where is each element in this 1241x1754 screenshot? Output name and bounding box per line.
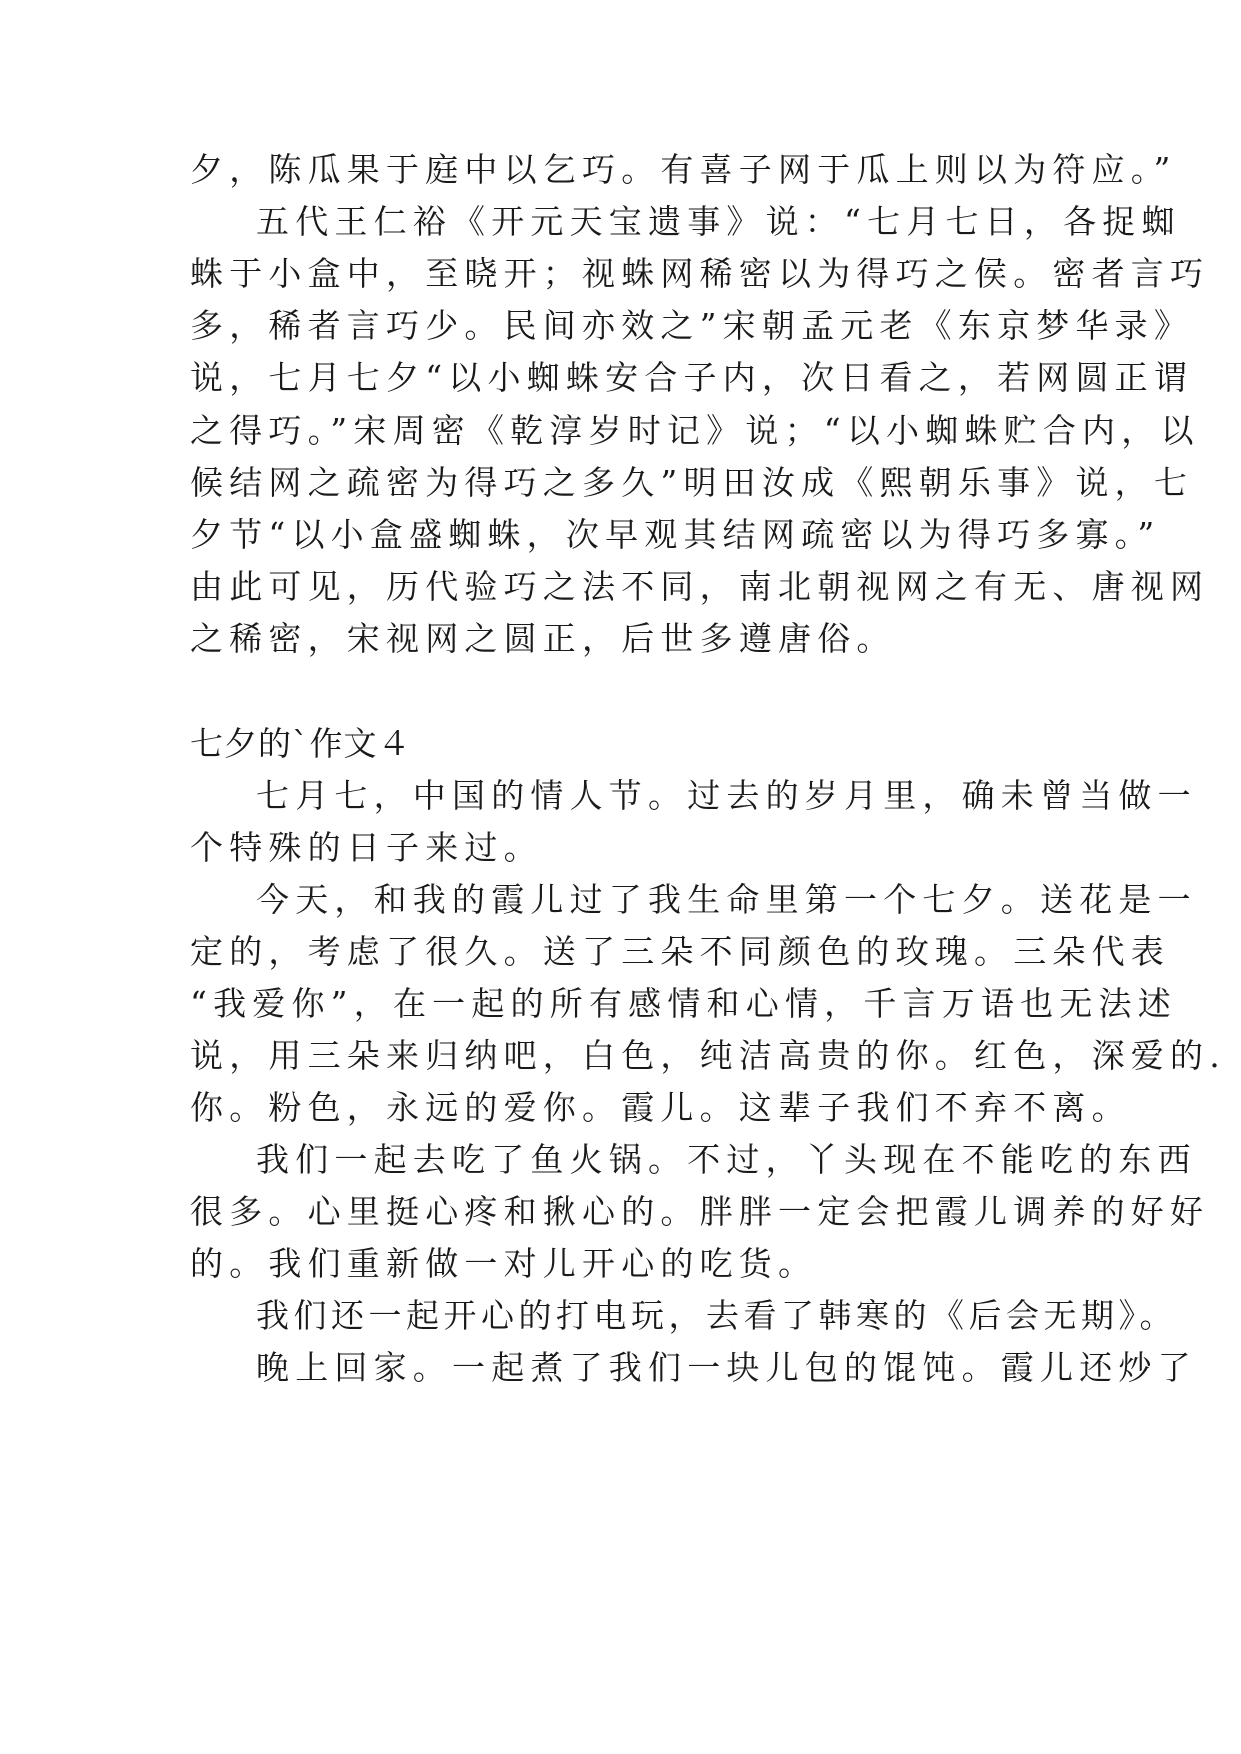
paragraph-line: 夕节“以小盒盛蜘蛛，次早观其结网疏密以为得巧多寡。” bbox=[190, 515, 1161, 554]
paragraph-line: “我爱你”，在一起的所有感情和心情，千言万语也无法述 bbox=[190, 984, 1177, 1023]
paragraph-line: 之得巧。”宋周密《乾淳岁时记》说；“以小蜘蛛贮合内，以 bbox=[190, 411, 1200, 450]
paragraph-line: 今天，和我的霞儿过了我生命里第一个七夕。送花是一 bbox=[256, 880, 1197, 919]
paragraph-line: 的。我们重新做一对儿开心的吃货。 bbox=[190, 1244, 818, 1283]
paragraph-line: 我们一起去吃了鱼火锅。不过，丫头现在不能吃的东西 bbox=[256, 1140, 1197, 1179]
paragraph-line: 个特殊的日子来过。 bbox=[190, 828, 543, 867]
paragraph-line: 之稀密，宋视网之圆正，后世多遵唐俗。 bbox=[190, 619, 896, 658]
paragraph-line: 我们还一起开心的打电玩，去看了韩寒的《后会无期》。 bbox=[256, 1296, 1177, 1335]
paragraph-line: 说，七月七夕“以小蜘蛛安合子内，次日看之，若网圆正谓 bbox=[190, 358, 1194, 397]
paragraph-line: 很多。心里挺心疼和揪心的。胖胖一定会把霞儿调养的好好 bbox=[190, 1192, 1210, 1231]
paragraph-line: 候结网之疏密为得巧之多久”明田汝成《熙朝乐事》说，七 bbox=[190, 463, 1194, 502]
section-heading: 七夕的`作文４ bbox=[190, 724, 412, 763]
paragraph-line: 说，用三朵来归纳吧，白色，纯洁高贵的你。红色，深爱的. bbox=[190, 1036, 1226, 1075]
paragraph-line: 夕，陈瓜果于庭中以乞巧。有喜子网于瓜上则以为符应。” bbox=[190, 150, 1177, 189]
paragraph-line: 由此可见，历代验巧之法不同，南北朝视网之有无、唐视网 bbox=[190, 567, 1210, 606]
paragraph-line: 定的，考虑了很久。送了三朵不同颜色的玫瑰。三朵代表 bbox=[190, 932, 1170, 971]
paragraph-line: 七月七，中国的情人节。过去的岁月里，确未曾当做一 bbox=[256, 776, 1197, 815]
paragraph-line: 多，稀者言巧少。民间亦效之”宋朝孟元老《东京梦华录》 bbox=[190, 306, 1194, 345]
paragraph-line: 你。粉色，永远的爱你。霞儿。这辈子我们不弃不离。 bbox=[190, 1088, 1131, 1127]
paragraph-line: 五代王仁裕《开元天宝遗事》说：“七月七日，各捉蜘 bbox=[256, 202, 1181, 241]
paragraph-line: 蛛于小盒中，至晓开；视蛛网稀密以为得巧之侯。密者言巧 bbox=[190, 254, 1210, 293]
paragraph-line: 晚上回家。一起煮了我们一块儿包的馄饨。霞儿还炒了 bbox=[256, 1348, 1197, 1387]
